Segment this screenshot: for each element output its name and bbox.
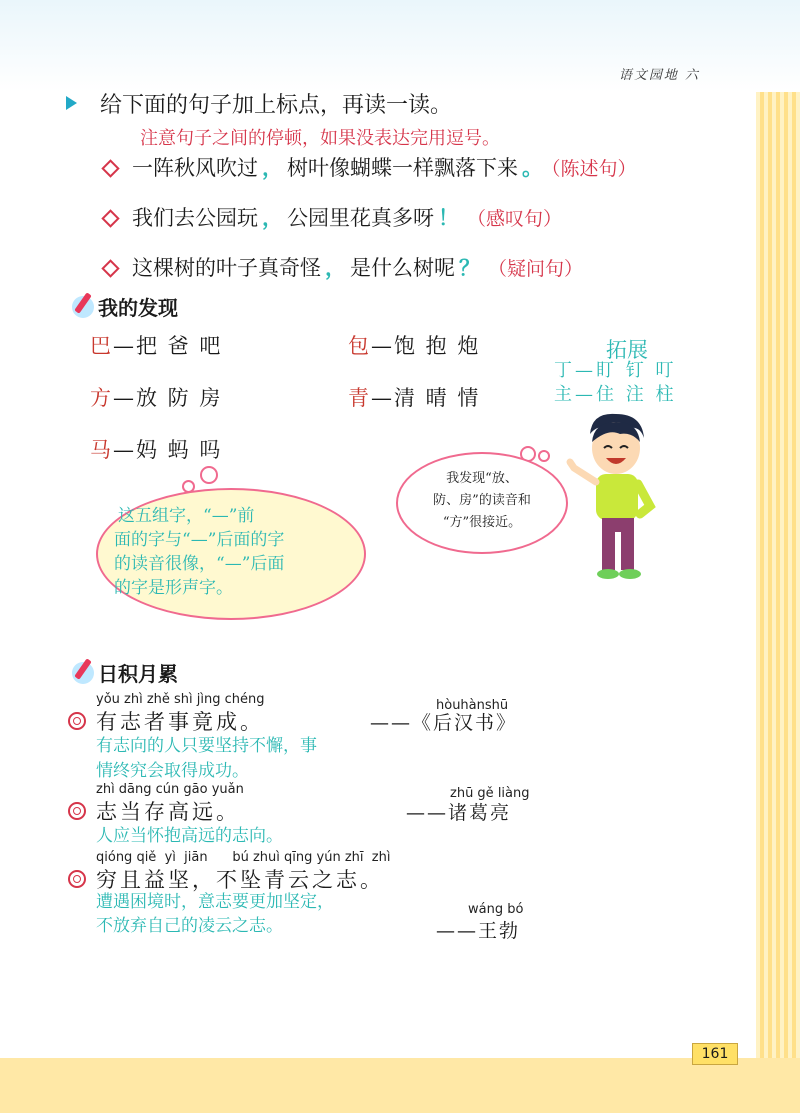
sentence-part: 是什么树呢 [350, 256, 455, 280]
idiom-text: 志当存高远。 [96, 800, 240, 824]
sentence-statement [132, 152, 637, 182]
diamond-bullet-icon [101, 159, 119, 177]
char-group [90, 382, 222, 412]
pencil-icon [72, 662, 94, 684]
pencil-icon [72, 296, 94, 318]
bubble-line: 我发现“放、 [446, 471, 518, 486]
ring-bullet-icon [68, 870, 86, 888]
char-group-chars: 妈 蚂 吗 [136, 438, 223, 462]
sentence-part: 一阵秋风吹过 [132, 156, 258, 180]
expand-line: 主—住 注 柱 [554, 384, 677, 405]
char-group [90, 330, 222, 360]
thought-dot [538, 450, 550, 462]
section-title-discovery: 我的发现 [98, 296, 178, 320]
idiom-source: ——王勃 [436, 920, 521, 942]
char-group [90, 434, 222, 464]
page-edge-stripes [756, 92, 800, 1113]
idiom-text: 穷且益坚，不坠青云之志。 [96, 868, 384, 892]
idiom-meaning: 人应当怀抱高远的志向。 [96, 826, 283, 846]
sentence-type: （感叹句） [467, 208, 563, 230]
section-title-accumulation: 日积月累 [98, 662, 178, 686]
expand-line: 丁—盯 钉 叮 [554, 360, 677, 381]
idiom-meaning: 情终究会取得成功。 [96, 761, 249, 781]
ring-bullet-icon [68, 712, 86, 730]
char-group [348, 382, 480, 412]
source-pinyin: hòuhànshū [436, 698, 509, 713]
char-group-lead: 马 [90, 438, 113, 462]
added-punctuation: ， [262, 205, 283, 230]
idiom-source: ——诸葛亮 [406, 802, 512, 824]
exercise-note: 注意句子之间的停顿，如果没表达完用逗号。 [140, 128, 500, 149]
bubble-line: “方”很接近。 [442, 515, 522, 530]
diamond-bullet-icon [101, 259, 119, 277]
char-group-lead: 青 [348, 386, 371, 410]
source-pinyin: wáng bó [468, 902, 524, 917]
char-group-dash: — [113, 334, 136, 358]
bottom-band [0, 1058, 800, 1113]
sentence-part: 我们去公园玩 [132, 206, 258, 230]
sentence-part: 树叶像蝴蝶一样飘落下来 [287, 156, 518, 180]
bubble-line: 的字是形声字。 [114, 578, 233, 598]
char-group-chars: 放 防 房 [136, 386, 223, 410]
char-group-dash: — [113, 438, 136, 462]
idiom-meaning: 不放弃自己的凌云之志。 [96, 916, 283, 936]
idiom-pinyin: zhì dāng cún gāo yuǎn [96, 782, 244, 797]
char-group-chars: 清 晴 情 [394, 386, 481, 410]
idiom-meaning: 遭遇困境时，意志要更加坚定， [96, 892, 334, 912]
char-group-dash: — [371, 386, 394, 410]
added-punctuation: ？ [459, 255, 480, 280]
triangle-bullet-icon [66, 96, 77, 110]
bubble-line: 面的字与“—”后面的字 [114, 530, 285, 550]
added-punctuation: ！ [438, 205, 459, 230]
sentence-exclamation [132, 202, 562, 232]
diamond-bullet-icon [101, 209, 119, 227]
added-punctuation: 。 [522, 155, 543, 180]
page-number: 161 [692, 1043, 738, 1065]
idiom-pinyin: qióng qiě yì jiān bú zhuì qīng yún zhī zhì [96, 850, 391, 865]
expand-title: 拓展 [606, 338, 648, 362]
sentence-type: （陈述句） [551, 158, 637, 180]
sentence-question [132, 252, 583, 282]
idiom-source: ——《后汉书》 [370, 712, 518, 734]
sentence-part: 这棵树的叶子真奇怪 [132, 256, 321, 280]
char-group [348, 330, 480, 360]
char-group-dash: — [113, 386, 136, 410]
ring-bullet-icon [68, 802, 86, 820]
added-punctuation: ， [325, 255, 346, 280]
char-group-dash: — [371, 334, 394, 358]
idiom-text: 有志者事竟成。 [96, 710, 264, 734]
boy-illustration [560, 412, 670, 584]
sentence-part: 公园里花真多呀 [287, 206, 434, 230]
char-group-chars: 把 爸 吧 [136, 334, 223, 358]
added-punctuation: ， [262, 155, 283, 180]
exercise-instruction: 给下面的句子加上标点，再读一读。 [100, 93, 453, 118]
bubble-line: 的读音很像，“—”后面 [114, 554, 285, 574]
sentence-type: （疑问句） [488, 258, 584, 280]
char-group-lead: 包 [348, 334, 371, 358]
char-group-chars: 饱 抱 炮 [394, 334, 481, 358]
char-group-lead: 方 [90, 386, 113, 410]
bubble-line: 防、房”的读音和 [433, 493, 531, 508]
idiom-meaning: 有志向的人只要坚持不懈，事 [96, 736, 317, 756]
idiom-pinyin: yǒu zhì zhě shì jìng chéng [96, 692, 265, 707]
bubble-line: 这五组字，“—”前 [118, 506, 255, 526]
chapter-label: 语文园地 六 [618, 68, 700, 83]
thought-dot [200, 466, 218, 484]
char-group-lead: 巴 [90, 334, 113, 358]
source-pinyin: zhū gě liàng [450, 786, 530, 801]
